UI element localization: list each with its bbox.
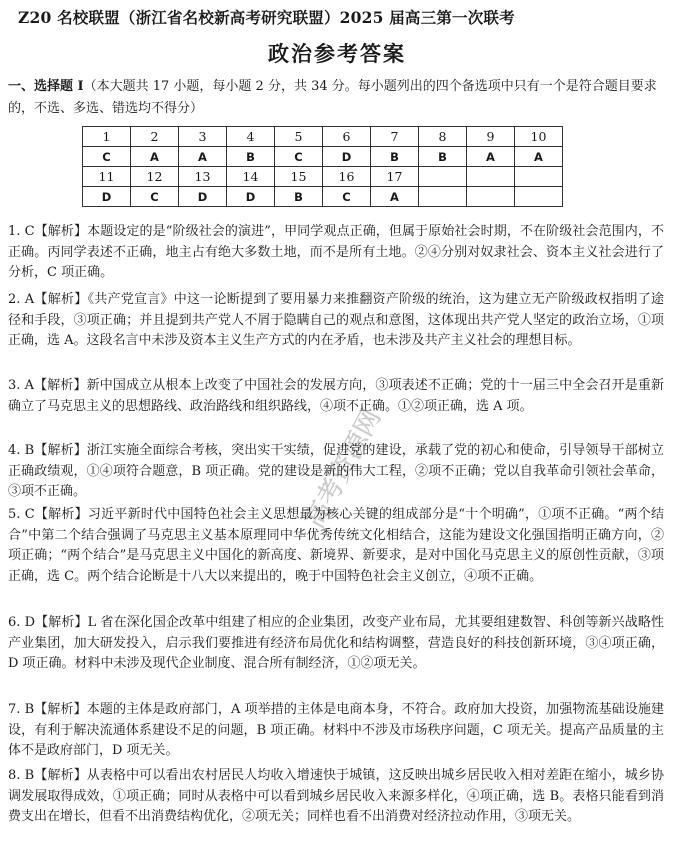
table-cell: A — [179, 147, 227, 167]
table-cell: C — [131, 187, 179, 207]
table-cell: 1 — [83, 127, 131, 147]
table-cell: 4 — [227, 127, 275, 147]
table-cell: B — [419, 147, 467, 167]
table-cell: 6 — [323, 127, 371, 147]
table-cell — [515, 167, 563, 187]
table-row — [83, 147, 563, 167]
table-cell: D — [83, 187, 131, 207]
answer-table — [82, 126, 563, 207]
question-4-analysis: 4. B【解析】浙江实施全面综合考核，突出实干实绩，促进党的建设，承载了党的初心和使命，引导领导干部树立正确政绩观，①④项符合题意，B 项正确。党的建设是新的伟大工程，②项不正确；党以自我革命引领社会革命，③项不正确。 — [8, 443, 664, 500]
table-cell — [419, 187, 467, 207]
table-cell: 2 — [131, 127, 179, 147]
table-cell — [467, 187, 515, 207]
table-cell: B — [371, 147, 419, 167]
page-title: 政治参考答案 — [268, 41, 406, 66]
table-cell: D — [227, 187, 275, 207]
table-cell: 12 — [131, 167, 179, 187]
question-1-analysis: 1. C【解析】本题设定的是“阶级社会的演进”，甲同学观点正确，但属于原始社会时期，不在阶级社会范围内，不正确。丙同学表述不正确，地主占有绝大多数土地，而不是所有土地。②④分别对奴隶社会、资本主义社会进行了分析，C 项正确。 — [8, 224, 664, 281]
table-cell: 10 — [515, 127, 563, 147]
table-cell: 15 — [275, 167, 323, 187]
table-cell: 14 — [227, 167, 275, 187]
question-7-analysis: 7. B【解析】本题的主体是政府部门，A 项举措的主体是电商本身，不符合。政府加大投资，加强物流基础设施建设，有利于解决流通体系建设不足的问题，B 项正确。材料中不涉及市场秩序问题，C 项无关。提高产品质量的主体不是政府部门，D 项无关。 — [8, 702, 664, 759]
table-cell — [467, 167, 515, 187]
question-3-analysis: 3. A【解析】新中国成立从根本上改变了中国社会的发展方向，③项表述不正确；党的十一届三中全会召开是重新确立了马克思主义的思想路线、政治路线和组织路线，④项不正确。①②项正确，选 A 项。 — [8, 378, 664, 414]
table-cell: D — [179, 187, 227, 207]
table-cell: A — [371, 187, 419, 207]
watermark-text: 高考资源网 — [300, 404, 388, 534]
table-cell: 8 — [419, 127, 467, 147]
table-cell: 16 — [323, 167, 371, 187]
question-5-analysis: 5. C【解析】习近平新时代中国特色社会主义思想最为核心关键的组成部分是“十个明确”，①项不正确。“两个结合”中第二个结合强调了马克思主义基本原理同中华优秀传统文化相结合，这能为建设文化强国指明正确方向，②项正确；“两个结合”是马克思主义中国化的新高度、新境界、新要求，是对中国化马克思主义的原创性贡献，③项正确，选 C。两个结合论断是十八大以来提出的，晚于中国特色社会主义创立，④项不正确。 — [8, 507, 664, 584]
table-cell: A — [467, 147, 515, 167]
section-heading — [8, 76, 668, 120]
exam-header: Z20 名校联盟（浙江省名校新高考研究联盟）2025 届高三第一次联考 — [18, 8, 515, 27]
table-cell: 11 — [83, 167, 131, 187]
table-cell: 5 — [275, 127, 323, 147]
table-row — [83, 127, 563, 147]
question-8-analysis: 8. B【解析】从表格中可以看出农村居民人均收入增速快于城镇，这反映出城乡居民收入相对差距在缩小，城乡协调发展取得成效，①项正确；同时从表格中可以看到城乡居民收入来源多样化，④项正确，选 B。表格只能看到消费支出在增长，但看不出消费结构优化，②项无关；同样也看不出消费对经济拉动作用，③项无关。 — [8, 768, 664, 825]
table-cell: 9 — [467, 127, 515, 147]
table-row — [83, 187, 563, 207]
table-cell: 17 — [371, 167, 419, 187]
table-cell — [419, 167, 467, 187]
table-cell: 7 — [371, 127, 419, 147]
table-cell: A — [515, 147, 563, 167]
table-cell: 3 — [179, 127, 227, 147]
table-row — [83, 167, 563, 187]
section-label: 一、选择题 I — [8, 79, 84, 94]
table-cell: C — [275, 147, 323, 167]
table-cell: D — [323, 147, 371, 167]
table-cell: A — [131, 147, 179, 167]
table-cell: C — [323, 187, 371, 207]
table-cell: B — [275, 187, 323, 207]
table-cell: 13 — [179, 167, 227, 187]
table-cell: C — [83, 147, 131, 167]
table-cell: B — [227, 147, 275, 167]
question-6-analysis: 6. D【解析】L 省在深化国企改革中组建了相应的企业集团，改变产业布局，尤其要组建数智、科创等新兴战略性产业集团，加大研发投入，启示我们要推进有经济布局优化和结构调整，营造良好的科技创新环境，③④项正确，D 项正确。材料中未涉及现代企业制度、混合所有制经济，①②项无关。 — [8, 615, 664, 672]
table-cell — [515, 187, 563, 207]
section-description: （本大题共 17 小题，每小题 2 分，共 34 分。每小题列出的四个备选项中只有一个是符合题目要求的，不选、多选、错选均不得分） — [8, 79, 657, 116]
question-2-analysis: 2. A【解析】《共产党宣言》中这一论断提到了要用暴力来推翻资产阶级的统治，这为建立无产阶级政权指明了途径和手段，③项正确；并且提到共产党人不屑于隐瞒自己的观点和意图，这体现出共产党人坚定的政治立场，①项正确，选 A。这段名言中未涉及资本主义生产方式的内在矛盾，也未涉及共产主义社会的理想目标。 — [8, 292, 664, 349]
